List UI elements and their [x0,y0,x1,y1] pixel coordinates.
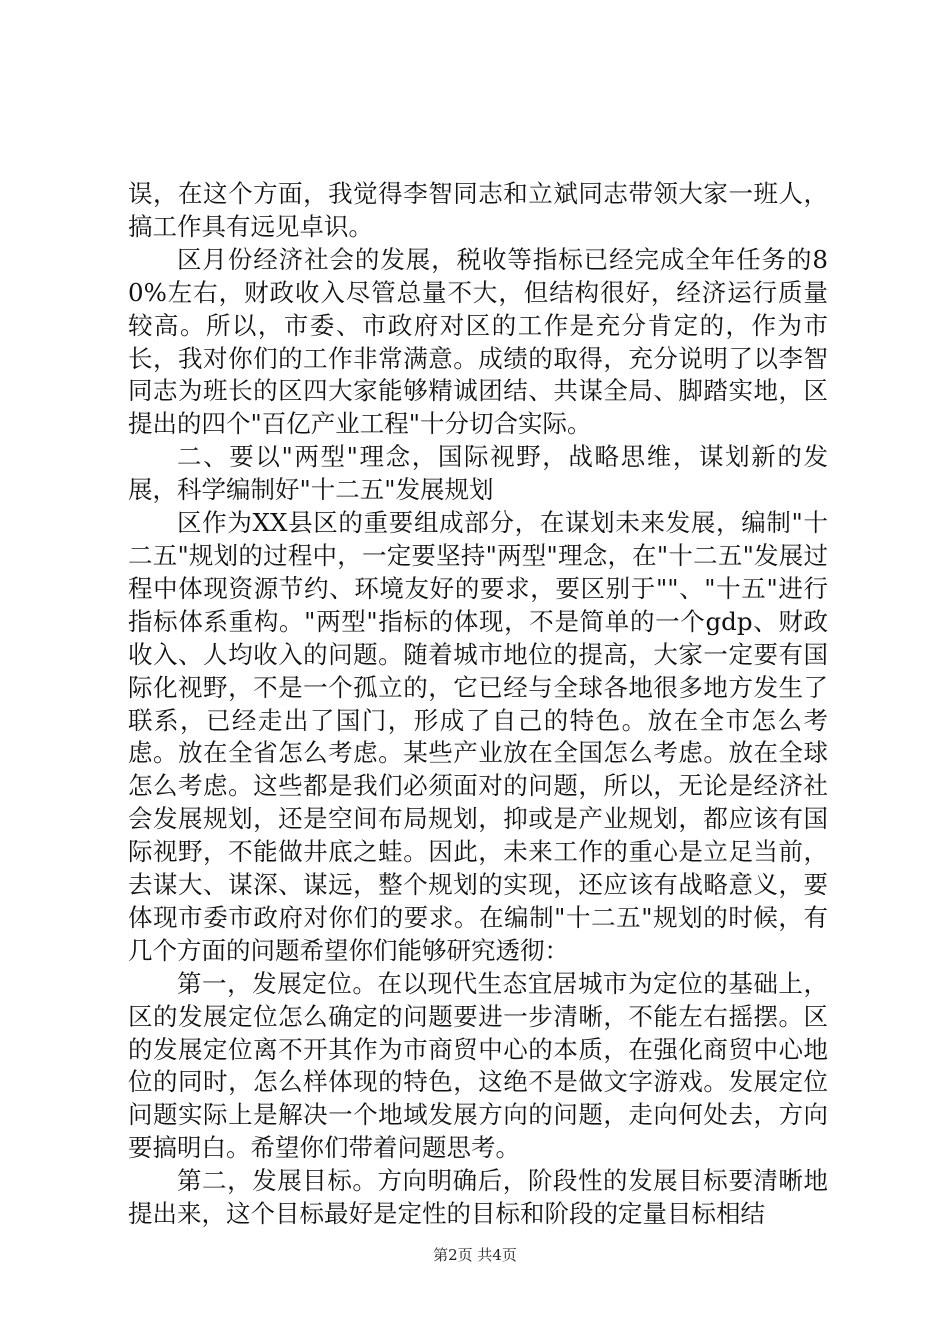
paragraph-economic-results: 区月份经济社会的发展，税收等指标已经完成全年任务的80%左右，财政收入尽管总量不大，但结构很好，经济运行质量较高。所以，市委、市政府对区的工作是充分肯定的，作为市长，我对你们的工作非常满意。成绩的取得，充分说明了以李智同志为班长的区四大家能够精诚团结、共谋全局、脚踏实地，区提出的四个"百亿产业工程"十分切合实际。 [128,244,828,439]
document-body [128,178,828,1231]
page-number-footer: 第2页 共4页 [433,1246,517,1264]
section-heading-two: 二、要以"两型"理念，国际视野，战略思维，谋划新的发展，科学编制好"十二五"发展规划 [128,442,828,505]
paragraph-development-positioning: 第一，发展定位。在以现代生态宜居城市为定位的基础上，区的发展定位怎么确定的问题要进一步清晰，不能左右摇摆。区的发展定位离不开其作为市商贸中心的本质，在强化商贸中心地位的同时，怎么样体现的特色，这绝不是做文字游戏。发展定位问题实际上是解决一个地域发展方向的问题，走向何处去，方向要搞明白。希望你们带着问题思考。 [128,968,828,1163]
paragraph-development-goals: 第二，发展目标。方向明确后，阶段性的发展目标要清晰地提出来，这个目标最好是定性的目标和阶段的定量目标相结 [128,1166,828,1229]
paragraph-continuation: 误，在这个方面，我觉得李智同志和立斌同志带领大家一班人，搞工作具有远见卓识。 [128,179,828,241]
paragraph-planning: 区作为XX县区的重要组成部分，在谋划未来发展，编制"十二五"规划的过程中，一定要坚持"两型"理念，在"十二五"发展过程中体现资源节约、环境友好的要求，要区别于""、"十五"进行指标体系重构。"两型"指标的体现，不是简单的一个gdp、财政收入、人均收入的问题。随着城市地位的提高，大家一定要有国际化视野，不是一个孤立的，它已经与全球各地很多地方发生了联系，已经走出了国门，形成了自己的特色。放在全市怎么考虑。放在全省怎么考虑。某些产业放在全国怎么考虑。放在全球怎么考虑。这些都是我们必须面对的问题，所以，无论是经济社会发展规划，还是空间布局规划，抑或是产业规划，都应该有国际视野，不能做井底之蛙。因此，未来工作的重心是立足当前，去谋大、谋深、谋远，整个规划的实现，还应该有战略意义，要体现市委市政府对你们的要求。在编制"十二五"规划的时候，有几个方面的问题希望你们能够研究透彻： [128,508,828,965]
